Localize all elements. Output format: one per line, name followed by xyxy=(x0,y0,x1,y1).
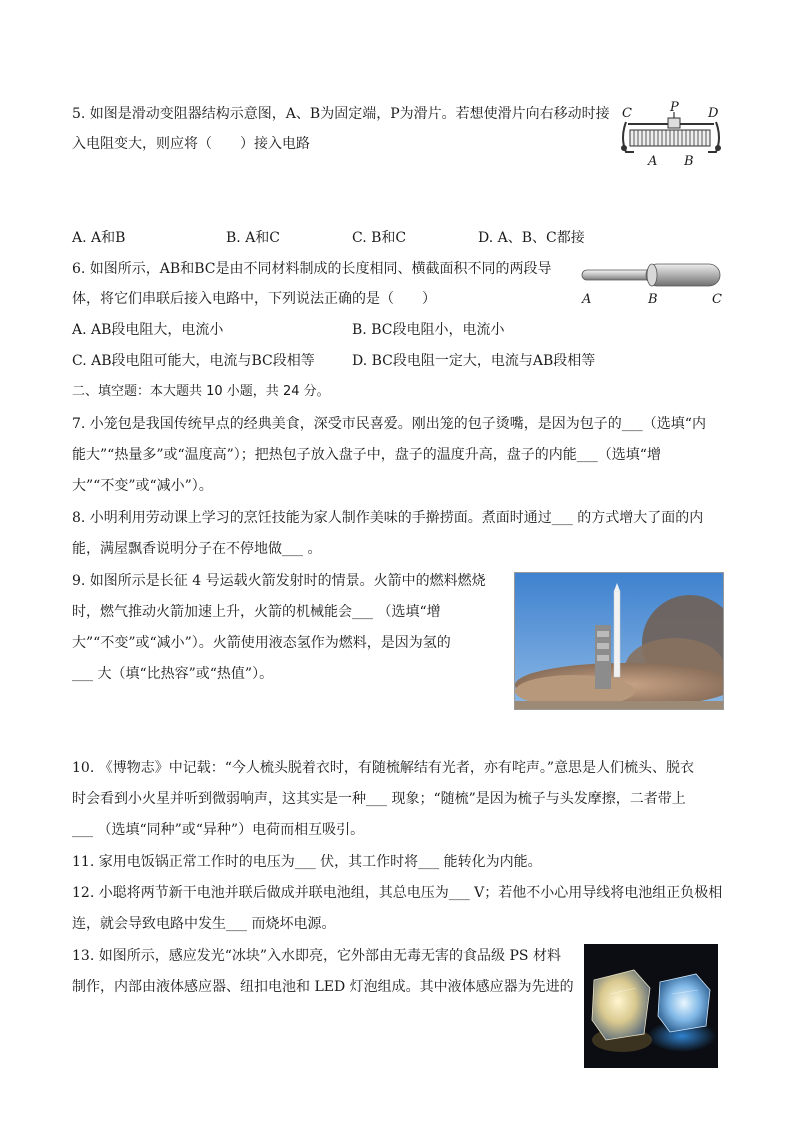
q12-line-1: 12. 小聪将两节新干电池并联后做成并联电池组，其总电压为___ V；若他不小心用导线将电池组正负极相 xyxy=(72,885,723,901)
q6-option-d: D. BC段电阻一定大，电流与AB段相等 xyxy=(352,353,596,369)
q12-line-2: 连，就会导致电路中发生___ 而烧坏电源。 xyxy=(72,916,336,932)
rheostat-label-b: B xyxy=(684,154,694,169)
q10-line-1: 10. 《博物志》中记载：“今人梳头脱着衣时，有随梳解结有光者，亦有咤声。”意思是人们梳头、脱衣 xyxy=(72,760,695,776)
q5-option-b: B. A和C xyxy=(226,230,281,246)
q9-line-1: 9. 如图所示是长征 4 号运载火箭发射时的情景。火箭中的燃料燃烧 xyxy=(72,573,486,589)
q5-stem-line-1: 5. 如图是滑动变阻器结构示意图，A、B为固定端，P为滑片。若想使滑片向右移动时接 xyxy=(72,106,610,122)
q6-option-c: C. AB段电阻可能大，电流与BC段相等 xyxy=(72,353,315,369)
q6-option-a: A. AB段电阻大，电流小 xyxy=(72,322,224,338)
q9-line-2: 时，燃气推动火箭加速上升，火箭的机械能会___ （选填“增 xyxy=(72,604,441,620)
conductor-figure xyxy=(576,260,724,310)
q6-option-b: B. BC段电阻小，电流小 xyxy=(352,322,505,338)
q9-line-3: 大”“不变”或“减小”）。火箭使用液态氢作为燃料，是因为氢的 xyxy=(72,635,451,651)
q11-line-1: 11. 家用电饭锅正常工作时的电压为___ 伏，其工作时将___ 能转化为内能。 xyxy=(72,854,542,870)
q13-line-1: 13. 如图所示，感应发光“冰块”入水即亮，它外部由无毒无害的食品级 PS 材料 xyxy=(72,948,561,964)
q13-line-2: 制作，内部由液体感应器、纽扣电池和 LED 灯泡组成。其中液体感应器为先进的 xyxy=(72,979,574,995)
q6-stem-line-1: 6. 如图所示，AB和BC是由不同材料制成的长度相同、横截面积不同的两段导 xyxy=(72,261,552,277)
q5-option-a: A. A和B xyxy=(72,230,126,246)
q10-line-3: ___ （选填“同种”或“异种”）电荷而相互吸引。 xyxy=(72,822,365,838)
rocket-launch-image xyxy=(514,572,724,710)
q8-line-1: 8. 小明利用劳动课上学习的烹饪技能为家人制作美味的手擀捞面。煮面时通过___ 的方式增大了面的内 xyxy=(72,510,704,526)
rheostat-label-a: A xyxy=(648,154,658,169)
rheostat-label-c: C xyxy=(622,106,632,121)
glowing-ice-cubes-image xyxy=(584,944,718,1068)
q5-option-c: C. B和C xyxy=(352,230,407,246)
q7-line-2: 能大”“热量多”或“温度高”）；把热包子放入盘子中，盘子的温度升高，盘子的内能___（选填“增 xyxy=(72,447,661,463)
q5-stem-line-2: 入电阻变大，则应将（ ）接入电路 xyxy=(72,136,310,152)
conductor-label-b: B xyxy=(648,292,658,307)
q9-line-4: ___ 大（填“比热容”或“热值”）。 xyxy=(72,666,274,682)
rheostat-label-p: P xyxy=(670,100,679,115)
q10-line-2: 时会看到小火星并听到微弱响声，这其实是一种___ 现象；“随梳”是因为梳子与头发摩擦，二者带上 xyxy=(72,791,686,807)
q7-line-1: 7. 小笼包是我国传统早点的经典美食，深受市民喜爱。刚出笼的包子烫嘴，是因为包子的___（选填“内 xyxy=(72,416,706,432)
section-title: 二、填空题：本大题共 10 小题，共 24 分。 xyxy=(72,384,330,399)
q6-stem-line-2: 体，将它们串联后接入电路中，下列说法正确的是（ ） xyxy=(72,291,436,307)
rheostat-figure xyxy=(618,100,724,172)
conductor-label-a: A xyxy=(582,292,592,307)
q7-line-3: 大”“不变”或“减小”）。 xyxy=(72,478,213,494)
conductor-label-c: C xyxy=(712,292,722,307)
rheostat-label-d: D xyxy=(708,106,719,121)
q8-line-2: 能，满屋飘香说明分子在不停地做___ 。 xyxy=(72,541,322,557)
q5-option-d: D. A、B、C都接 xyxy=(478,230,585,246)
